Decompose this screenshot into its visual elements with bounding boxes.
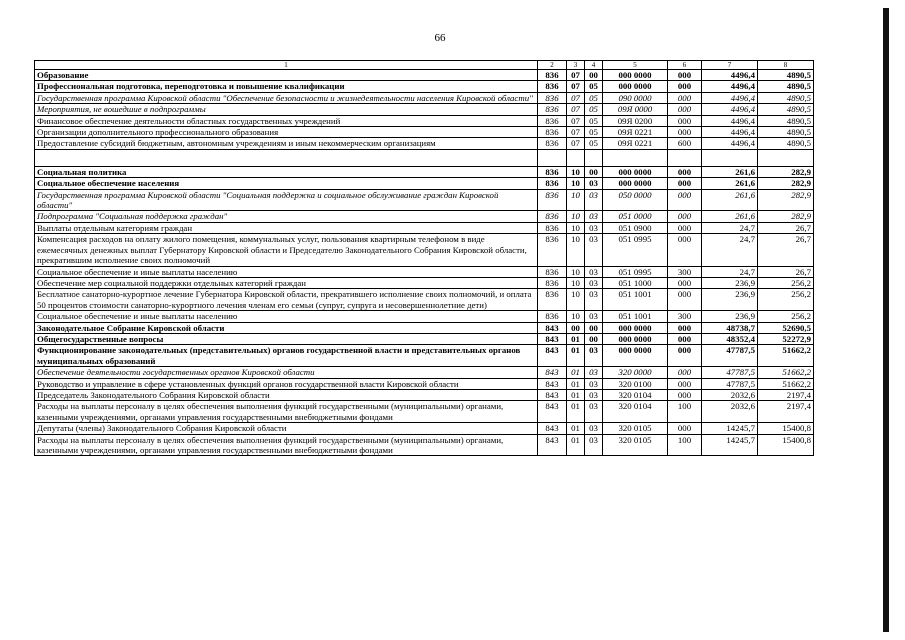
row-expense-type-code: 100 xyxy=(668,401,702,423)
table-row xyxy=(35,277,814,288)
row-subsection-code: 05 xyxy=(585,92,603,103)
scan-edge-bar xyxy=(883,8,889,632)
row-ministry-code: 843 xyxy=(538,434,567,456)
table-row xyxy=(35,234,814,266)
row-amount-year-1: 2032,6 xyxy=(702,401,758,423)
row-expense-type-code: 000 xyxy=(668,289,702,311)
row-ministry-code: 843 xyxy=(538,345,567,367)
row-target-item-code: 320 0104 xyxy=(603,389,668,400)
row-ministry-code: 836 xyxy=(538,222,567,233)
table-row xyxy=(35,166,814,177)
row-section-code: 10 xyxy=(567,211,585,222)
row-section-code: 01 xyxy=(567,401,585,423)
table-row xyxy=(35,149,814,166)
column-number: 5 xyxy=(603,61,668,70)
row-expense-type-code: 000 xyxy=(668,70,702,81)
row-section-code: 01 xyxy=(567,333,585,344)
row-ministry-code: 836 xyxy=(538,189,567,211)
row-section-code: 01 xyxy=(567,378,585,389)
row-subsection-code: 03 xyxy=(585,378,603,389)
row-amount-year-2: 256,2 xyxy=(758,289,814,311)
row-amount-year-2: 256,2 xyxy=(758,277,814,288)
row-target-item-code: 090 0000 xyxy=(603,92,668,103)
row-name: Профессиональная подготовка, переподготовка и повышение квалификации xyxy=(35,81,538,92)
row-name xyxy=(35,149,538,166)
row-target-item-code: 320 0100 xyxy=(603,378,668,389)
column-number: 4 xyxy=(585,61,603,70)
budget-table xyxy=(34,60,814,456)
row-section-code: 10 xyxy=(567,266,585,277)
row-name: Организации дополнительного профессионального образования xyxy=(35,127,538,138)
row-expense-type-code: 600 xyxy=(668,138,702,149)
row-name: Председатель Законодательного Собрания Кировской области xyxy=(35,389,538,400)
row-subsection-code: 00 xyxy=(585,322,603,333)
row-section-code: 07 xyxy=(567,138,585,149)
row-target-item-code: 000 0000 xyxy=(603,81,668,92)
row-target-item-code: 000 0000 xyxy=(603,322,668,333)
row-target-item-code xyxy=(603,149,668,166)
row-subsection-code: 03 xyxy=(585,266,603,277)
row-ministry-code: 843 xyxy=(538,389,567,400)
row-section-code: 07 xyxy=(567,92,585,103)
row-ministry-code: 836 xyxy=(538,92,567,103)
row-subsection-code: 03 xyxy=(585,367,603,378)
row-expense-type-code: 000 xyxy=(668,189,702,211)
row-target-item-code: 051 0900 xyxy=(603,222,668,233)
row-ministry-code: 843 xyxy=(538,322,567,333)
row-amount-year-2: 4890,5 xyxy=(758,127,814,138)
row-amount-year-2: 2197,4 xyxy=(758,401,814,423)
row-ministry-code: 836 xyxy=(538,81,567,92)
row-amount-year-2: 52272,9 xyxy=(758,333,814,344)
row-name: Бесплатное санаторно-курортное лечение Губернатора Кировской области, прекратившего исполнение своих полномочий, и оплата 50 процентов стоимости санаторно-курортного лечения членам его семьи (супруг, супруга и несовершеннолетние дети) xyxy=(35,289,538,311)
row-amount-year-2: 15400,8 xyxy=(758,434,814,456)
table-row xyxy=(35,115,814,126)
row-expense-type-code: 000 xyxy=(668,127,702,138)
column-number: 1 xyxy=(35,61,538,70)
row-subsection-code: 03 xyxy=(585,389,603,400)
row-target-item-code: 051 1001 xyxy=(603,311,668,322)
row-amount-year-2: 52690,5 xyxy=(758,322,814,333)
table-row xyxy=(35,423,814,434)
row-name: Финансовое обеспечение деятельности областных государственных учреждений xyxy=(35,115,538,126)
row-name: Мероприятия, не вошедшие в подпрограммы xyxy=(35,104,538,115)
row-name: Депутаты (члены) Законодательного Собрания Кировской области xyxy=(35,423,538,434)
row-amount-year-1: 4496,4 xyxy=(702,104,758,115)
row-expense-type-code: 000 xyxy=(668,333,702,344)
row-amount-year-2: 4890,5 xyxy=(758,104,814,115)
row-section-code: 10 xyxy=(567,277,585,288)
row-subsection-code: 03 xyxy=(585,345,603,367)
row-subsection-code xyxy=(585,149,603,166)
row-name: Государственная программа Кировской области "Обеспечение безопасности и жизнедеятельности населения Кировской области" xyxy=(35,92,538,103)
row-amount-year-1: 261,6 xyxy=(702,211,758,222)
row-expense-type-code: 000 xyxy=(668,322,702,333)
column-number: 7 xyxy=(702,61,758,70)
row-expense-type-code: 300 xyxy=(668,266,702,277)
row-target-item-code: 320 0105 xyxy=(603,434,668,456)
row-amount-year-1: 4496,4 xyxy=(702,92,758,103)
row-amount-year-1 xyxy=(702,149,758,166)
row-amount-year-2: 282,9 xyxy=(758,211,814,222)
row-expense-type-code: 000 xyxy=(668,81,702,92)
row-name: Социальное обеспечение и иные выплаты населению xyxy=(35,311,538,322)
row-amount-year-1: 14245,7 xyxy=(702,434,758,456)
row-name: Обеспечение мер социальной поддержки отдельных категорий граждан xyxy=(35,277,538,288)
row-name: Функционирование законодательных (представительных) органов государственной власти и представительных органов муниципальных образований xyxy=(35,345,538,367)
row-section-code: 07 xyxy=(567,115,585,126)
table-row xyxy=(35,311,814,322)
page-number: 66 xyxy=(434,32,446,44)
row-amount-year-2 xyxy=(758,149,814,166)
table-row xyxy=(35,127,814,138)
row-section-code: 01 xyxy=(567,423,585,434)
row-ministry-code: 836 xyxy=(538,166,567,177)
row-amount-year-1: 4496,4 xyxy=(702,70,758,81)
row-amount-year-1: 261,6 xyxy=(702,189,758,211)
row-section-code: 01 xyxy=(567,345,585,367)
row-expense-type-code: 000 xyxy=(668,378,702,389)
row-amount-year-1: 47787,5 xyxy=(702,378,758,389)
row-expense-type-code: 000 xyxy=(668,222,702,233)
row-section-code: 00 xyxy=(567,322,585,333)
row-section-code xyxy=(567,149,585,166)
row-subsection-code: 00 xyxy=(585,333,603,344)
row-subsection-code: 03 xyxy=(585,423,603,434)
row-section-code: 10 xyxy=(567,189,585,211)
row-amount-year-1: 47787,5 xyxy=(702,367,758,378)
table-row xyxy=(35,104,814,115)
row-amount-year-2: 4890,5 xyxy=(758,138,814,149)
row-section-code: 07 xyxy=(567,81,585,92)
table-row xyxy=(35,211,814,222)
row-expense-type-code: 000 xyxy=(668,104,702,115)
column-number-row xyxy=(35,61,814,70)
row-amount-year-1: 24,7 xyxy=(702,222,758,233)
row-ministry-code: 836 xyxy=(538,115,567,126)
row-section-code: 07 xyxy=(567,70,585,81)
row-amount-year-2: 282,9 xyxy=(758,189,814,211)
row-section-code: 07 xyxy=(567,104,585,115)
row-expense-type-code xyxy=(668,149,702,166)
column-number: 8 xyxy=(758,61,814,70)
row-amount-year-1: 4496,4 xyxy=(702,81,758,92)
row-section-code: 10 xyxy=(567,234,585,266)
row-expense-type-code: 000 xyxy=(668,277,702,288)
table-row xyxy=(35,345,814,367)
row-ministry-code: 843 xyxy=(538,423,567,434)
row-target-item-code: 051 1000 xyxy=(603,277,668,288)
row-subsection-code: 03 xyxy=(585,311,603,322)
table-row xyxy=(35,70,814,81)
row-amount-year-1: 236,9 xyxy=(702,289,758,311)
row-section-code: 10 xyxy=(567,166,585,177)
table-row xyxy=(35,178,814,189)
row-amount-year-1: 236,9 xyxy=(702,277,758,288)
row-name: Государственная программа Кировской области "Социальная поддержка и социальное обслуживание граждан Кировской области" xyxy=(35,189,538,211)
row-name: Расходы на выплаты персоналу в целях обеспечения выполнения функций государственными (муниципальными) органами, казенными учреждениями, органами управления государственными внебюджетными фондами xyxy=(35,434,538,456)
row-name: Подпрограмма "Социальная поддержка граждан" xyxy=(35,211,538,222)
table-row xyxy=(35,401,814,423)
row-ministry-code: 836 xyxy=(538,277,567,288)
row-expense-type-code: 000 xyxy=(668,423,702,434)
row-subsection-code: 03 xyxy=(585,401,603,423)
row-amount-year-1: 4496,4 xyxy=(702,115,758,126)
row-amount-year-2: 26,7 xyxy=(758,234,814,266)
table-row xyxy=(35,189,814,211)
table-row xyxy=(35,266,814,277)
row-amount-year-1: 48738,7 xyxy=(702,322,758,333)
row-target-item-code: 000 0000 xyxy=(603,333,668,344)
row-ministry-code: 843 xyxy=(538,401,567,423)
row-section-code: 01 xyxy=(567,389,585,400)
row-target-item-code: 051 0995 xyxy=(603,234,668,266)
row-ministry-code: 843 xyxy=(538,378,567,389)
row-amount-year-1: 261,6 xyxy=(702,178,758,189)
row-amount-year-2: 282,9 xyxy=(758,166,814,177)
row-target-item-code: 09Я 0221 xyxy=(603,138,668,149)
table-row xyxy=(35,367,814,378)
row-expense-type-code: 300 xyxy=(668,311,702,322)
row-amount-year-1: 2032,6 xyxy=(702,389,758,400)
row-target-item-code: 000 0000 xyxy=(603,70,668,81)
row-ministry-code: 836 xyxy=(538,70,567,81)
table-row xyxy=(35,138,814,149)
row-amount-year-2: 256,2 xyxy=(758,311,814,322)
row-amount-year-2: 4890,5 xyxy=(758,92,814,103)
row-name: Общегосударственные вопросы xyxy=(35,333,538,344)
table-row xyxy=(35,389,814,400)
row-name: Образование xyxy=(35,70,538,81)
table-row xyxy=(35,434,814,456)
row-name: Выплаты отдельным категориям граждан xyxy=(35,222,538,233)
row-target-item-code: 000 0000 xyxy=(603,166,668,177)
row-section-code: 10 xyxy=(567,311,585,322)
row-amount-year-2: 4890,5 xyxy=(758,70,814,81)
row-amount-year-2: 51662,2 xyxy=(758,367,814,378)
row-subsection-code: 03 xyxy=(585,189,603,211)
row-expense-type-code: 000 xyxy=(668,345,702,367)
row-subsection-code: 03 xyxy=(585,434,603,456)
row-amount-year-2: 51662,2 xyxy=(758,345,814,367)
row-subsection-code: 00 xyxy=(585,166,603,177)
row-target-item-code: 09Я 0200 xyxy=(603,115,668,126)
row-name: Социальная политика xyxy=(35,166,538,177)
row-section-code: 01 xyxy=(567,367,585,378)
row-target-item-code: 000 0000 xyxy=(603,345,668,367)
row-ministry-code: 836 xyxy=(538,311,567,322)
row-amount-year-1: 236,9 xyxy=(702,311,758,322)
row-ministry-code: 836 xyxy=(538,211,567,222)
table-row xyxy=(35,222,814,233)
row-target-item-code: 09Я 0000 xyxy=(603,104,668,115)
row-name: Законодательное Собрание Кировской области xyxy=(35,322,538,333)
row-amount-year-1: 4496,4 xyxy=(702,127,758,138)
row-section-code: 07 xyxy=(567,127,585,138)
row-expense-type-code: 000 xyxy=(668,234,702,266)
row-ministry-code: 836 xyxy=(538,104,567,115)
row-target-item-code: 320 0105 xyxy=(603,423,668,434)
row-expense-type-code: 100 xyxy=(668,434,702,456)
row-ministry-code: 843 xyxy=(538,333,567,344)
row-target-item-code: 051 0000 xyxy=(603,211,668,222)
row-target-item-code: 000 0000 xyxy=(603,178,668,189)
row-subsection-code: 03 xyxy=(585,222,603,233)
row-name: Обеспечение деятельности государственных органов Кировской области xyxy=(35,367,538,378)
row-subsection-code: 05 xyxy=(585,81,603,92)
row-subsection-code: 03 xyxy=(585,234,603,266)
row-target-item-code: 09Я 0221 xyxy=(603,127,668,138)
row-expense-type-code: 000 xyxy=(668,178,702,189)
row-amount-year-2: 4890,5 xyxy=(758,81,814,92)
row-amount-year-1: 48352,4 xyxy=(702,333,758,344)
table-row xyxy=(35,289,814,311)
row-amount-year-1: 4496,4 xyxy=(702,138,758,149)
row-name: Социальное обеспечение и иные выплаты населению xyxy=(35,266,538,277)
row-ministry-code xyxy=(538,149,567,166)
row-target-item-code: 320 0000 xyxy=(603,367,668,378)
table-row xyxy=(35,81,814,92)
row-name: Компенсация расходов на оплату жилого помещения, коммунальных услуг, пользования квартирным телефоном в виде ежемесячных денежных выплат Губернатору Кировской области и Председателю Законодательного Собрания Кировской области, прекратившим исполнение своих полномочий xyxy=(35,234,538,266)
row-expense-type-code: 000 xyxy=(668,166,702,177)
row-amount-year-1: 47787,5 xyxy=(702,345,758,367)
row-target-item-code: 320 0104 xyxy=(603,401,668,423)
row-target-item-code: 051 1001 xyxy=(603,289,668,311)
table-row xyxy=(35,333,814,344)
row-ministry-code: 836 xyxy=(538,178,567,189)
row-section-code: 10 xyxy=(567,289,585,311)
row-expense-type-code: 000 xyxy=(668,389,702,400)
row-ministry-code: 836 xyxy=(538,234,567,266)
row-amount-year-1: 14245,7 xyxy=(702,423,758,434)
row-subsection-code: 05 xyxy=(585,138,603,149)
row-subsection-code: 03 xyxy=(585,178,603,189)
row-amount-year-1: 24,7 xyxy=(702,266,758,277)
row-amount-year-2: 282,9 xyxy=(758,178,814,189)
row-amount-year-2: 26,7 xyxy=(758,222,814,233)
row-name: Социальное обеспечение населения xyxy=(35,178,538,189)
row-amount-year-2: 15400,8 xyxy=(758,423,814,434)
row-name: Расходы на выплаты персоналу в целях обеспечения выполнения функций государственными (муниципальными) органами, казенными учреждениями, органами управления государственными внебюджетными фондами xyxy=(35,401,538,423)
row-target-item-code: 050 0000 xyxy=(603,189,668,211)
row-ministry-code: 836 xyxy=(538,289,567,311)
row-expense-type-code: 000 xyxy=(668,211,702,222)
row-ministry-code: 836 xyxy=(538,127,567,138)
column-number: 6 xyxy=(668,61,702,70)
row-section-code: 10 xyxy=(567,178,585,189)
row-amount-year-1: 261,6 xyxy=(702,166,758,177)
row-name: Предоставление субсидий бюджетным, автономным учреждениям и иным некоммерческим организациям xyxy=(35,138,538,149)
row-subsection-code: 05 xyxy=(585,104,603,115)
row-expense-type-code: 000 xyxy=(668,367,702,378)
row-subsection-code: 03 xyxy=(585,211,603,222)
row-amount-year-2: 51662,2 xyxy=(758,378,814,389)
row-amount-year-2: 26,7 xyxy=(758,266,814,277)
row-amount-year-2: 4890,5 xyxy=(758,115,814,126)
table-row xyxy=(35,322,814,333)
column-number: 3 xyxy=(567,61,585,70)
row-ministry-code: 843 xyxy=(538,367,567,378)
column-number: 2 xyxy=(538,61,567,70)
row-expense-type-code: 000 xyxy=(668,115,702,126)
row-ministry-code: 836 xyxy=(538,266,567,277)
row-ministry-code: 836 xyxy=(538,138,567,149)
row-name: Руководство и управление в сфере установленных функций органов государственной власти Кировской области xyxy=(35,378,538,389)
row-amount-year-1: 24,7 xyxy=(702,234,758,266)
row-subsection-code: 05 xyxy=(585,127,603,138)
row-subsection-code: 03 xyxy=(585,277,603,288)
row-section-code: 10 xyxy=(567,222,585,233)
row-subsection-code: 03 xyxy=(585,289,603,311)
row-subsection-code: 00 xyxy=(585,70,603,81)
row-amount-year-2: 2197,4 xyxy=(758,389,814,400)
table-row xyxy=(35,92,814,103)
row-section-code: 01 xyxy=(567,434,585,456)
row-expense-type-code: 000 xyxy=(668,92,702,103)
row-subsection-code: 05 xyxy=(585,115,603,126)
row-target-item-code: 051 0995 xyxy=(603,266,668,277)
table-row xyxy=(35,378,814,389)
